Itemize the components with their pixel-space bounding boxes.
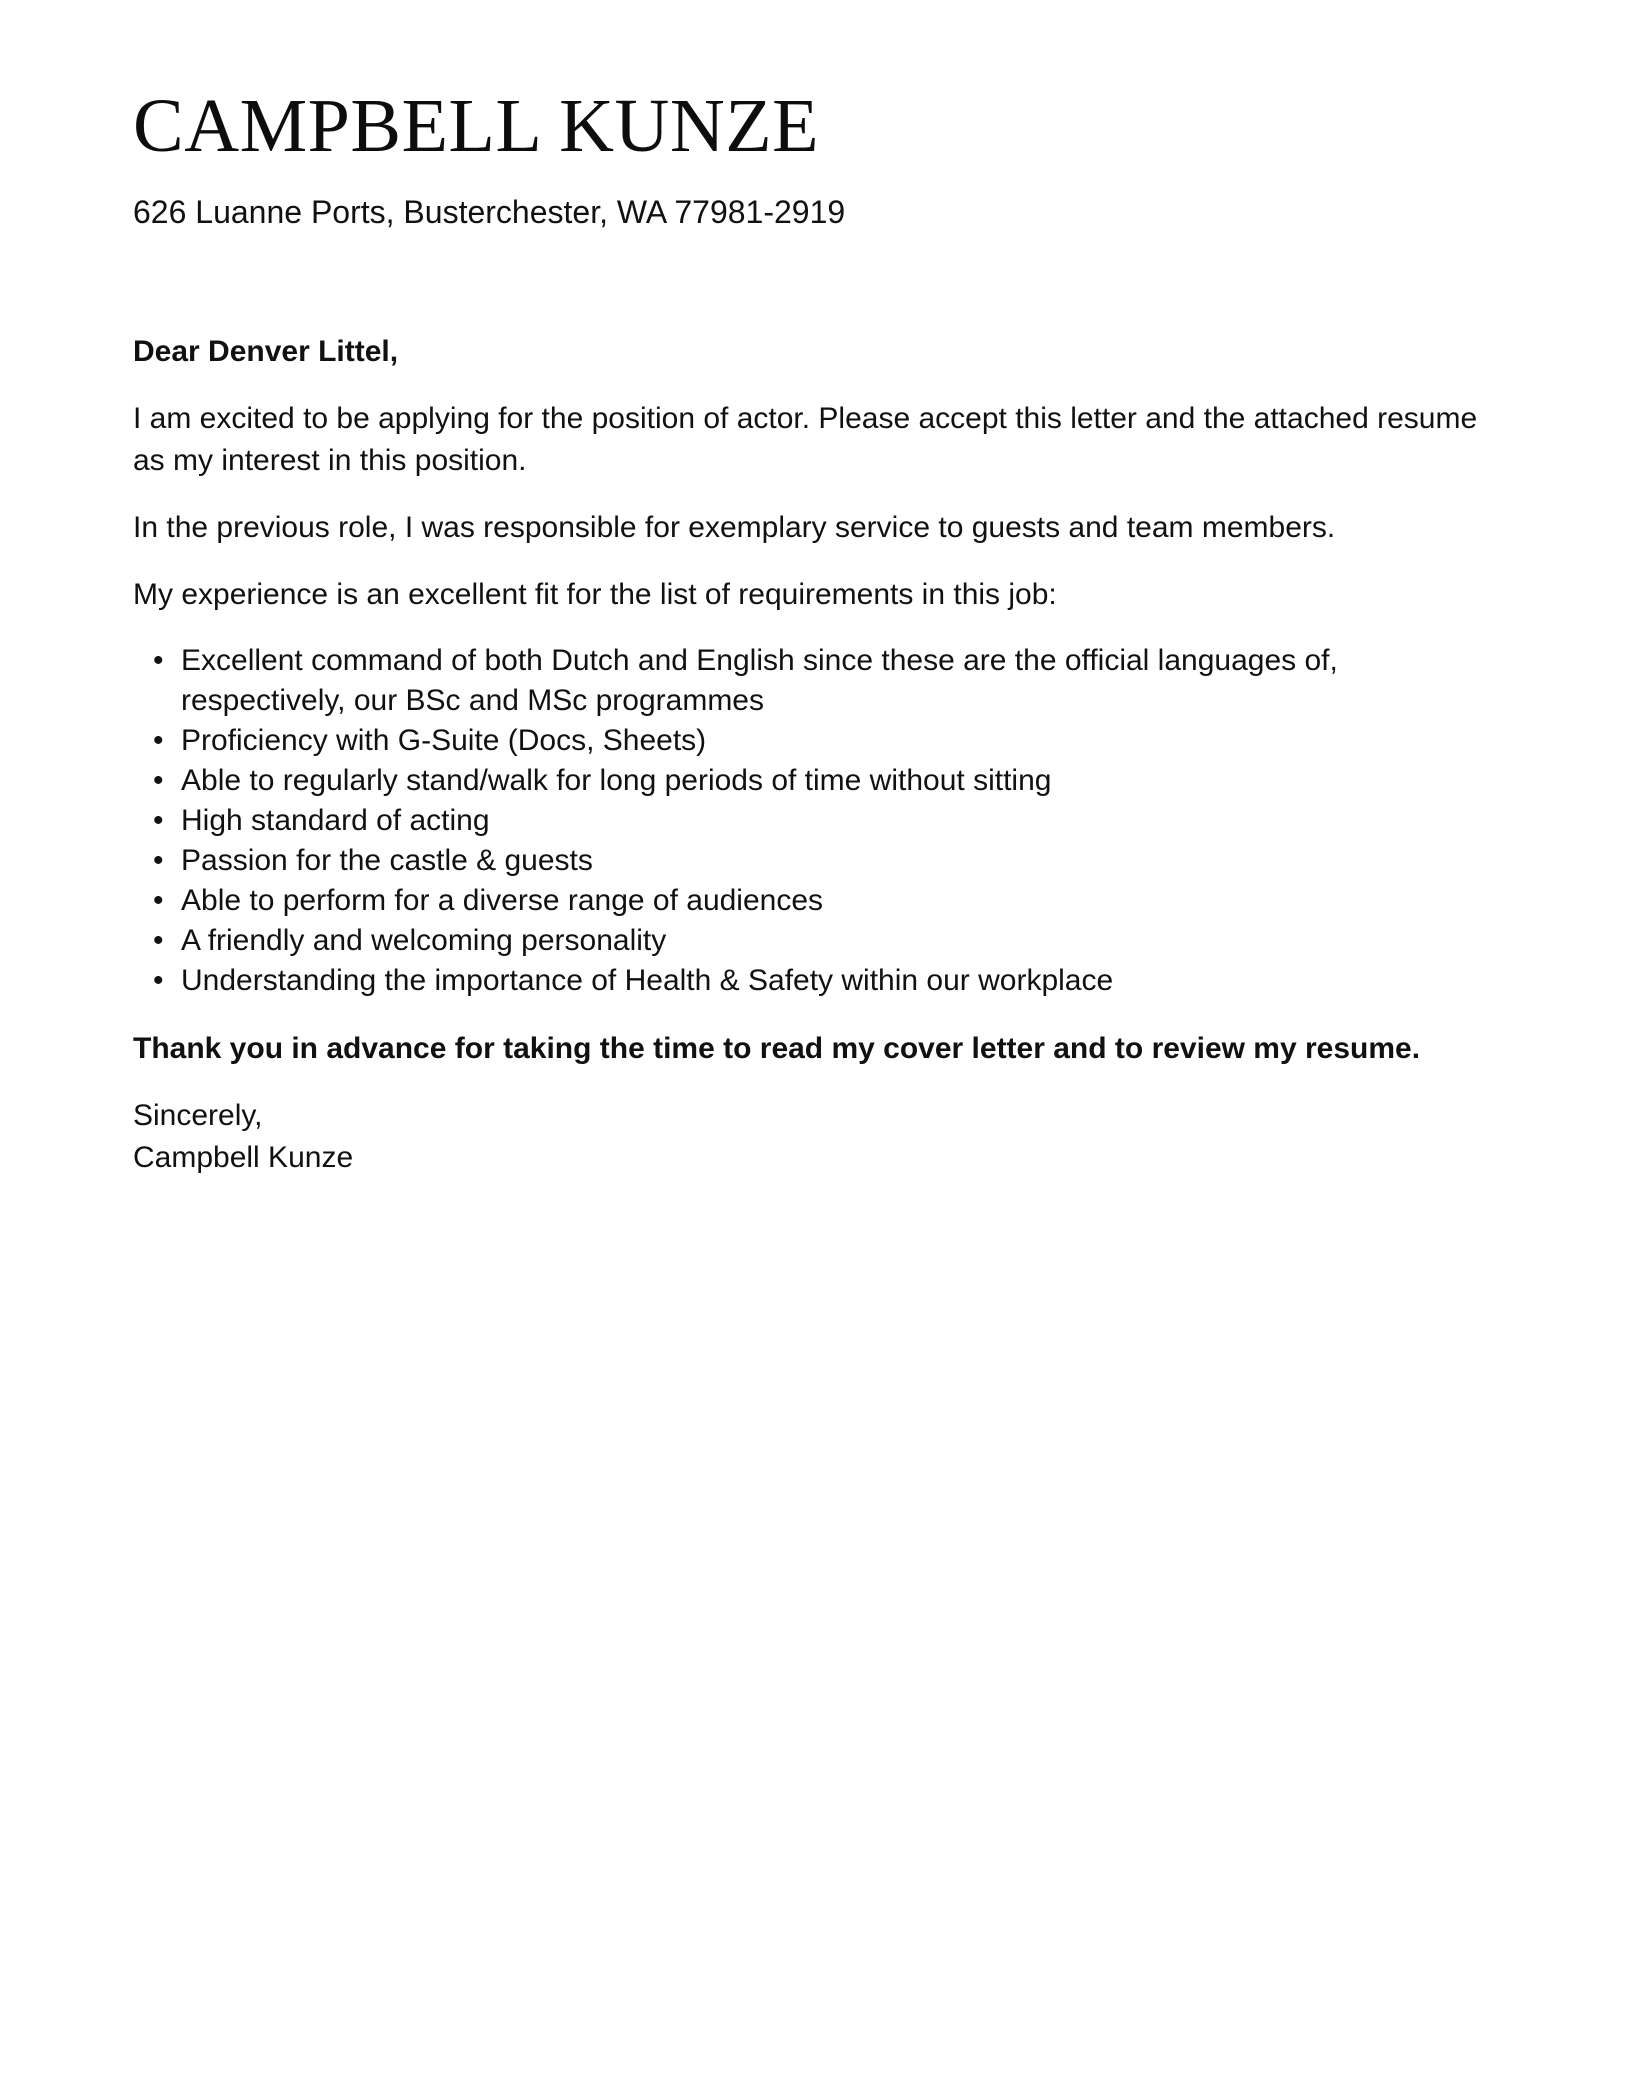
list-item (153, 761, 1503, 801)
bullet-icon: • (153, 884, 164, 917)
list-item-text: Able to regularly stand/walk for long periods of time without sitting (181, 764, 1052, 797)
signature-name: Campbell Kunze (133, 1141, 354, 1174)
previous-role-paragraph: In the previous role, I was responsible for exemplary service to guests and team members. (133, 511, 1336, 544)
bullet-icon: • (153, 964, 164, 997)
greeting: Dear Denver Littel, (133, 335, 399, 368)
bullet-icon: • (153, 804, 164, 837)
requirements-intro: My experience is an excellent fit for the list of requirements in this job: (133, 578, 1057, 611)
list-item-text: Understanding the importance of Health & Safety within our workplace (181, 964, 1114, 997)
list-item (153, 921, 1503, 961)
list-item (153, 801, 1503, 841)
list-item (153, 841, 1503, 881)
list-item-text: Able to perform for a diverse range of audiences (181, 884, 824, 917)
signoff-line: Sincerely, (133, 1099, 263, 1132)
bullet-icon: • (153, 724, 164, 757)
letter-body (133, 331, 1503, 1179)
bullet-icon: • (153, 644, 164, 677)
requirements-list (133, 641, 1503, 1001)
list-item-text: High standard of acting (181, 804, 490, 837)
signoff-block (133, 1095, 1503, 1179)
list-item (153, 961, 1503, 1001)
list-item-text: Proficiency with G-Suite (Docs, Sheets) (181, 724, 707, 757)
bullet-icon: • (153, 924, 164, 957)
intro-paragraph: I am excited to be applying for the position of actor. Please accept this letter and the attached resume as my interest in this position. (133, 402, 1478, 477)
list-item (153, 881, 1503, 921)
list-item (153, 641, 1503, 721)
applicant-address: 626 Luanne Ports, Busterchester, WA 77981-2919 (133, 194, 846, 230)
list-item (153, 721, 1503, 761)
bullet-icon: • (153, 844, 164, 877)
thanks-paragraph: Thank you in advance for taking the time to read my cover letter and to review my resume. (133, 1032, 1421, 1065)
list-item-text: Passion for the castle & guests (181, 844, 593, 877)
bullet-icon: • (153, 764, 164, 797)
list-item-text: Excellent command of both Dutch and English since these are the official languages of, respectively, our BSc and MSc programmes (181, 644, 1338, 717)
list-item-text: A friendly and welcoming personality (181, 924, 667, 957)
applicant-name: CAMPBELL KUNZE (133, 84, 820, 168)
